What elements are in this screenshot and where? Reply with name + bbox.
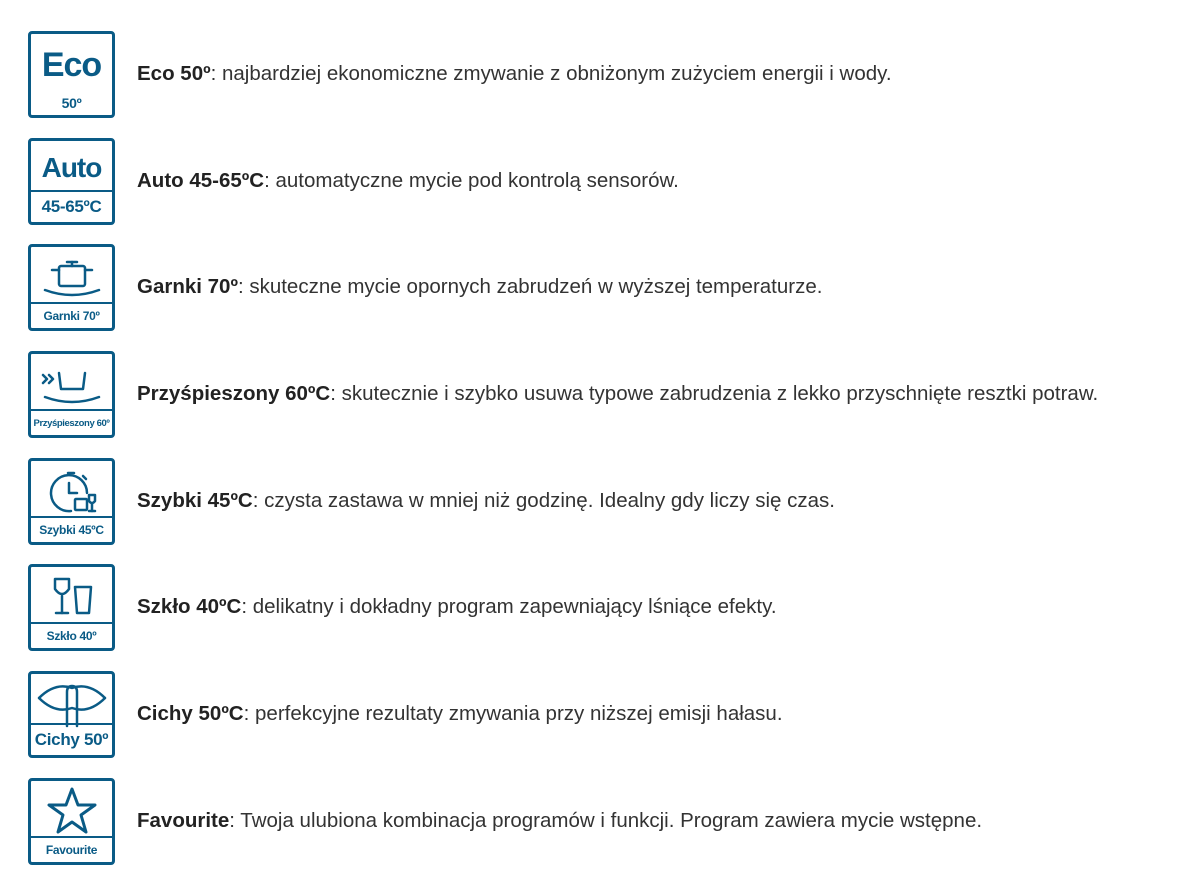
pot-drawing xyxy=(37,252,107,302)
program-name-silent: Cichy 50ºC xyxy=(137,702,244,726)
eco-icon xyxy=(28,31,115,118)
program-name-fast: Szybki 45ºC xyxy=(137,489,253,513)
program-row-pots xyxy=(28,242,1200,333)
silent-badge-label: Cichy 50º xyxy=(31,723,112,755)
program-name-favourite: Favourite xyxy=(137,809,230,833)
program-desc-quick: : skutecznie i szybko usuwa typowe zabrudzenia z lekko przyschnięte resztki potraw. xyxy=(330,382,1099,406)
favourite-badge-label: Favourite xyxy=(31,836,112,862)
eco-badge-label: 50º xyxy=(61,95,82,111)
silence-icon xyxy=(28,671,115,758)
program-desc-fast: : czysta zastawa w mniej niż godzinę. Idealny gdy liczy się czas. xyxy=(252,489,835,513)
program-description-fast xyxy=(137,489,835,514)
auto-badge-text: Auto xyxy=(41,152,102,183)
program-description-favourite xyxy=(137,809,982,834)
auto-icon xyxy=(28,138,115,225)
program-desc-glass: : delikatny i dokładny program zapewniający lśniące efekty. xyxy=(241,595,777,619)
program-desc-auto: : automatyczne mycie pod kontrolą sensorów. xyxy=(264,169,679,193)
pot-icon xyxy=(28,244,115,331)
stopwatch-icon xyxy=(28,458,115,545)
star-icon xyxy=(28,778,115,865)
fast-badge-label: Szybki 45ºC xyxy=(31,516,112,542)
program-desc-eco: : najbardziej ekonomiczne zmywanie z obniżonym zużyciem energii i wody. xyxy=(210,62,892,86)
program-row-auto xyxy=(28,136,1200,227)
program-description-auto xyxy=(137,169,679,194)
program-row-quick xyxy=(28,349,1200,440)
program-description-quick xyxy=(137,382,1098,407)
program-name-eco: Eco 50º xyxy=(137,62,211,86)
program-description-silent xyxy=(137,702,783,727)
program-description-eco xyxy=(137,62,892,87)
auto-badge-label: 45-65ºC xyxy=(31,190,112,222)
silence-drawing xyxy=(35,674,109,728)
program-desc-silent: : perfekcyjne rezultaty zmywania przy niższej emisji hałasu. xyxy=(243,702,783,726)
quick-dishes-drawing xyxy=(37,359,107,409)
program-row-favourite xyxy=(28,776,1200,867)
program-desc-favourite: : Twoja ulubiona kombinacja programów i funkcji. Program zawiera mycie wstępne. xyxy=(229,809,983,833)
program-name-quick: Przyśpieszony 60ºC xyxy=(137,382,331,406)
pot-badge-label: Garnki 70º xyxy=(31,302,112,328)
program-name-auto: Auto 45-65ºC xyxy=(137,169,265,193)
program-row-eco xyxy=(28,29,1200,120)
glass-icon xyxy=(28,564,115,651)
star-drawing xyxy=(42,783,102,839)
program-description-glass xyxy=(137,595,777,620)
program-row-fast xyxy=(28,456,1200,547)
program-row-silent xyxy=(28,669,1200,760)
glass-drawing xyxy=(37,569,107,625)
program-name-glass: Szkło 40ºC xyxy=(137,595,242,619)
program-name-pots: Garnki 70º xyxy=(137,275,238,299)
stopwatch-drawing xyxy=(37,463,107,519)
glass-badge-label: Szkło 40º xyxy=(31,622,112,648)
program-description-pots xyxy=(137,275,822,300)
quick-badge-label: Przyśpieszony 60º xyxy=(31,409,112,435)
program-row-glass xyxy=(28,562,1200,653)
eco-badge-text: Eco xyxy=(41,45,102,84)
quick-dishes-icon xyxy=(28,351,115,438)
program-desc-pots: : skuteczne mycie opornych zabrudzeń w wyższej temperaturze. xyxy=(237,275,823,299)
